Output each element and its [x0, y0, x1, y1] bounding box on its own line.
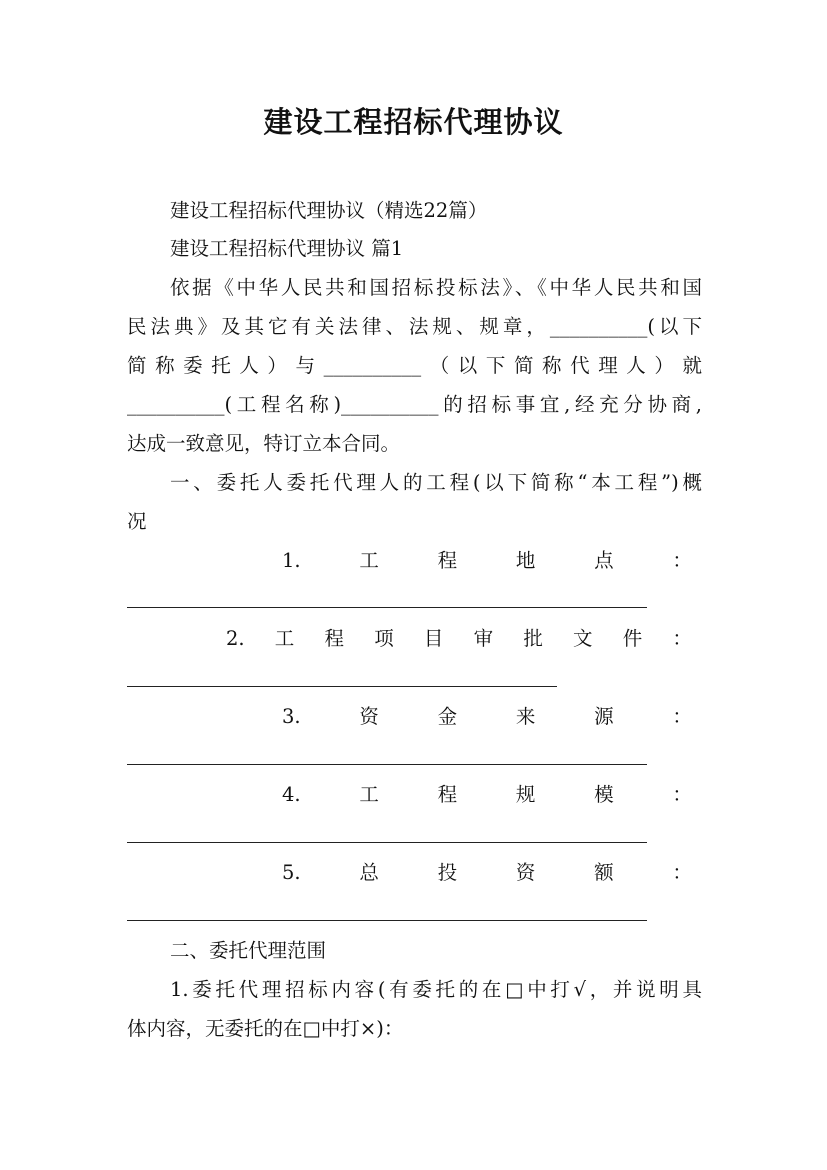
field-number: 5.	[282, 861, 301, 884]
intro-line-5: 达成一致意见，特订立本合同。	[127, 432, 401, 455]
field-char: 项	[374, 627, 394, 650]
field-project-scale	[282, 782, 692, 808]
field-char: 目	[423, 627, 444, 650]
field-colon: ：	[672, 549, 692, 572]
field-project-location	[282, 548, 692, 574]
field-char: 件	[622, 627, 643, 650]
field-char: 程	[437, 549, 458, 572]
field-char: 模	[594, 783, 614, 806]
field-char: 点	[594, 549, 614, 572]
field-number: 4.	[282, 783, 301, 806]
chapter-heading: 建设工程招标代理协议 篇1	[170, 237, 404, 260]
section-2-line-1: 1.委托代理招标内容(有委托的在□中打√，并说明具	[170, 978, 702, 1001]
intro-line-4: __________(工程名称)__________的招标事宜,经充分协商,	[127, 393, 702, 416]
field-char: 来	[515, 705, 536, 728]
field-number: 2.	[226, 627, 245, 650]
field-char: 资	[359, 705, 379, 728]
field-char: 规	[515, 783, 536, 806]
field-number: 3.	[282, 705, 301, 728]
blank-line-approval-documents	[127, 686, 557, 687]
field-colon: ：	[672, 783, 692, 806]
section-2-line-2: 体内容，无委托的在□中打×)：	[127, 1017, 404, 1040]
document-title: 建设工程招标代理协议	[263, 105, 564, 139]
field-char: 额	[594, 861, 614, 884]
field-char: 工	[359, 549, 379, 572]
field-colon: ：	[672, 705, 692, 728]
field-char: 资	[515, 861, 536, 884]
intro-line-3: 简称委托人）与__________（以下简称代理人）就	[127, 354, 702, 377]
field-char: 审	[473, 627, 494, 650]
field-char: 工	[274, 627, 295, 650]
section-1-heading-line-1: 一、委托人委托代理人的工程(以下简称“本工程”)概	[170, 471, 702, 494]
section-2-heading: 二、委托代理范围	[170, 939, 327, 962]
section-1-heading-line-2: 况	[127, 510, 147, 533]
field-funding-source	[282, 704, 692, 730]
field-colon: ：	[672, 627, 692, 650]
blank-line-project-scale	[127, 842, 647, 843]
field-number: 1.	[282, 549, 301, 572]
field-char: 程	[437, 783, 458, 806]
field-char: 地	[515, 549, 536, 572]
field-char: 批	[523, 627, 543, 650]
field-char: 金	[437, 705, 458, 728]
intro-line-2: 民法典》及其它有关法律、法规、规章，__________(以下	[127, 315, 702, 338]
document-subtitle: 建设工程招标代理协议（精选22篇）	[170, 199, 488, 222]
field-char: 源	[594, 705, 614, 728]
blank-line-total-investment	[127, 920, 647, 921]
field-approval-documents	[226, 626, 692, 652]
blank-line-funding-source	[127, 764, 647, 765]
intro-line-1: 依据《中华人民共和国招标投标法》、《中华人民共和国	[170, 276, 702, 299]
field-char: 文	[573, 627, 593, 650]
field-total-investment	[282, 860, 692, 886]
field-char: 投	[437, 861, 458, 884]
field-char: 工	[359, 783, 379, 806]
field-colon: ：	[672, 861, 692, 884]
field-char: 总	[359, 861, 379, 884]
field-char: 程	[324, 627, 345, 650]
blank-line-project-location	[127, 607, 647, 608]
